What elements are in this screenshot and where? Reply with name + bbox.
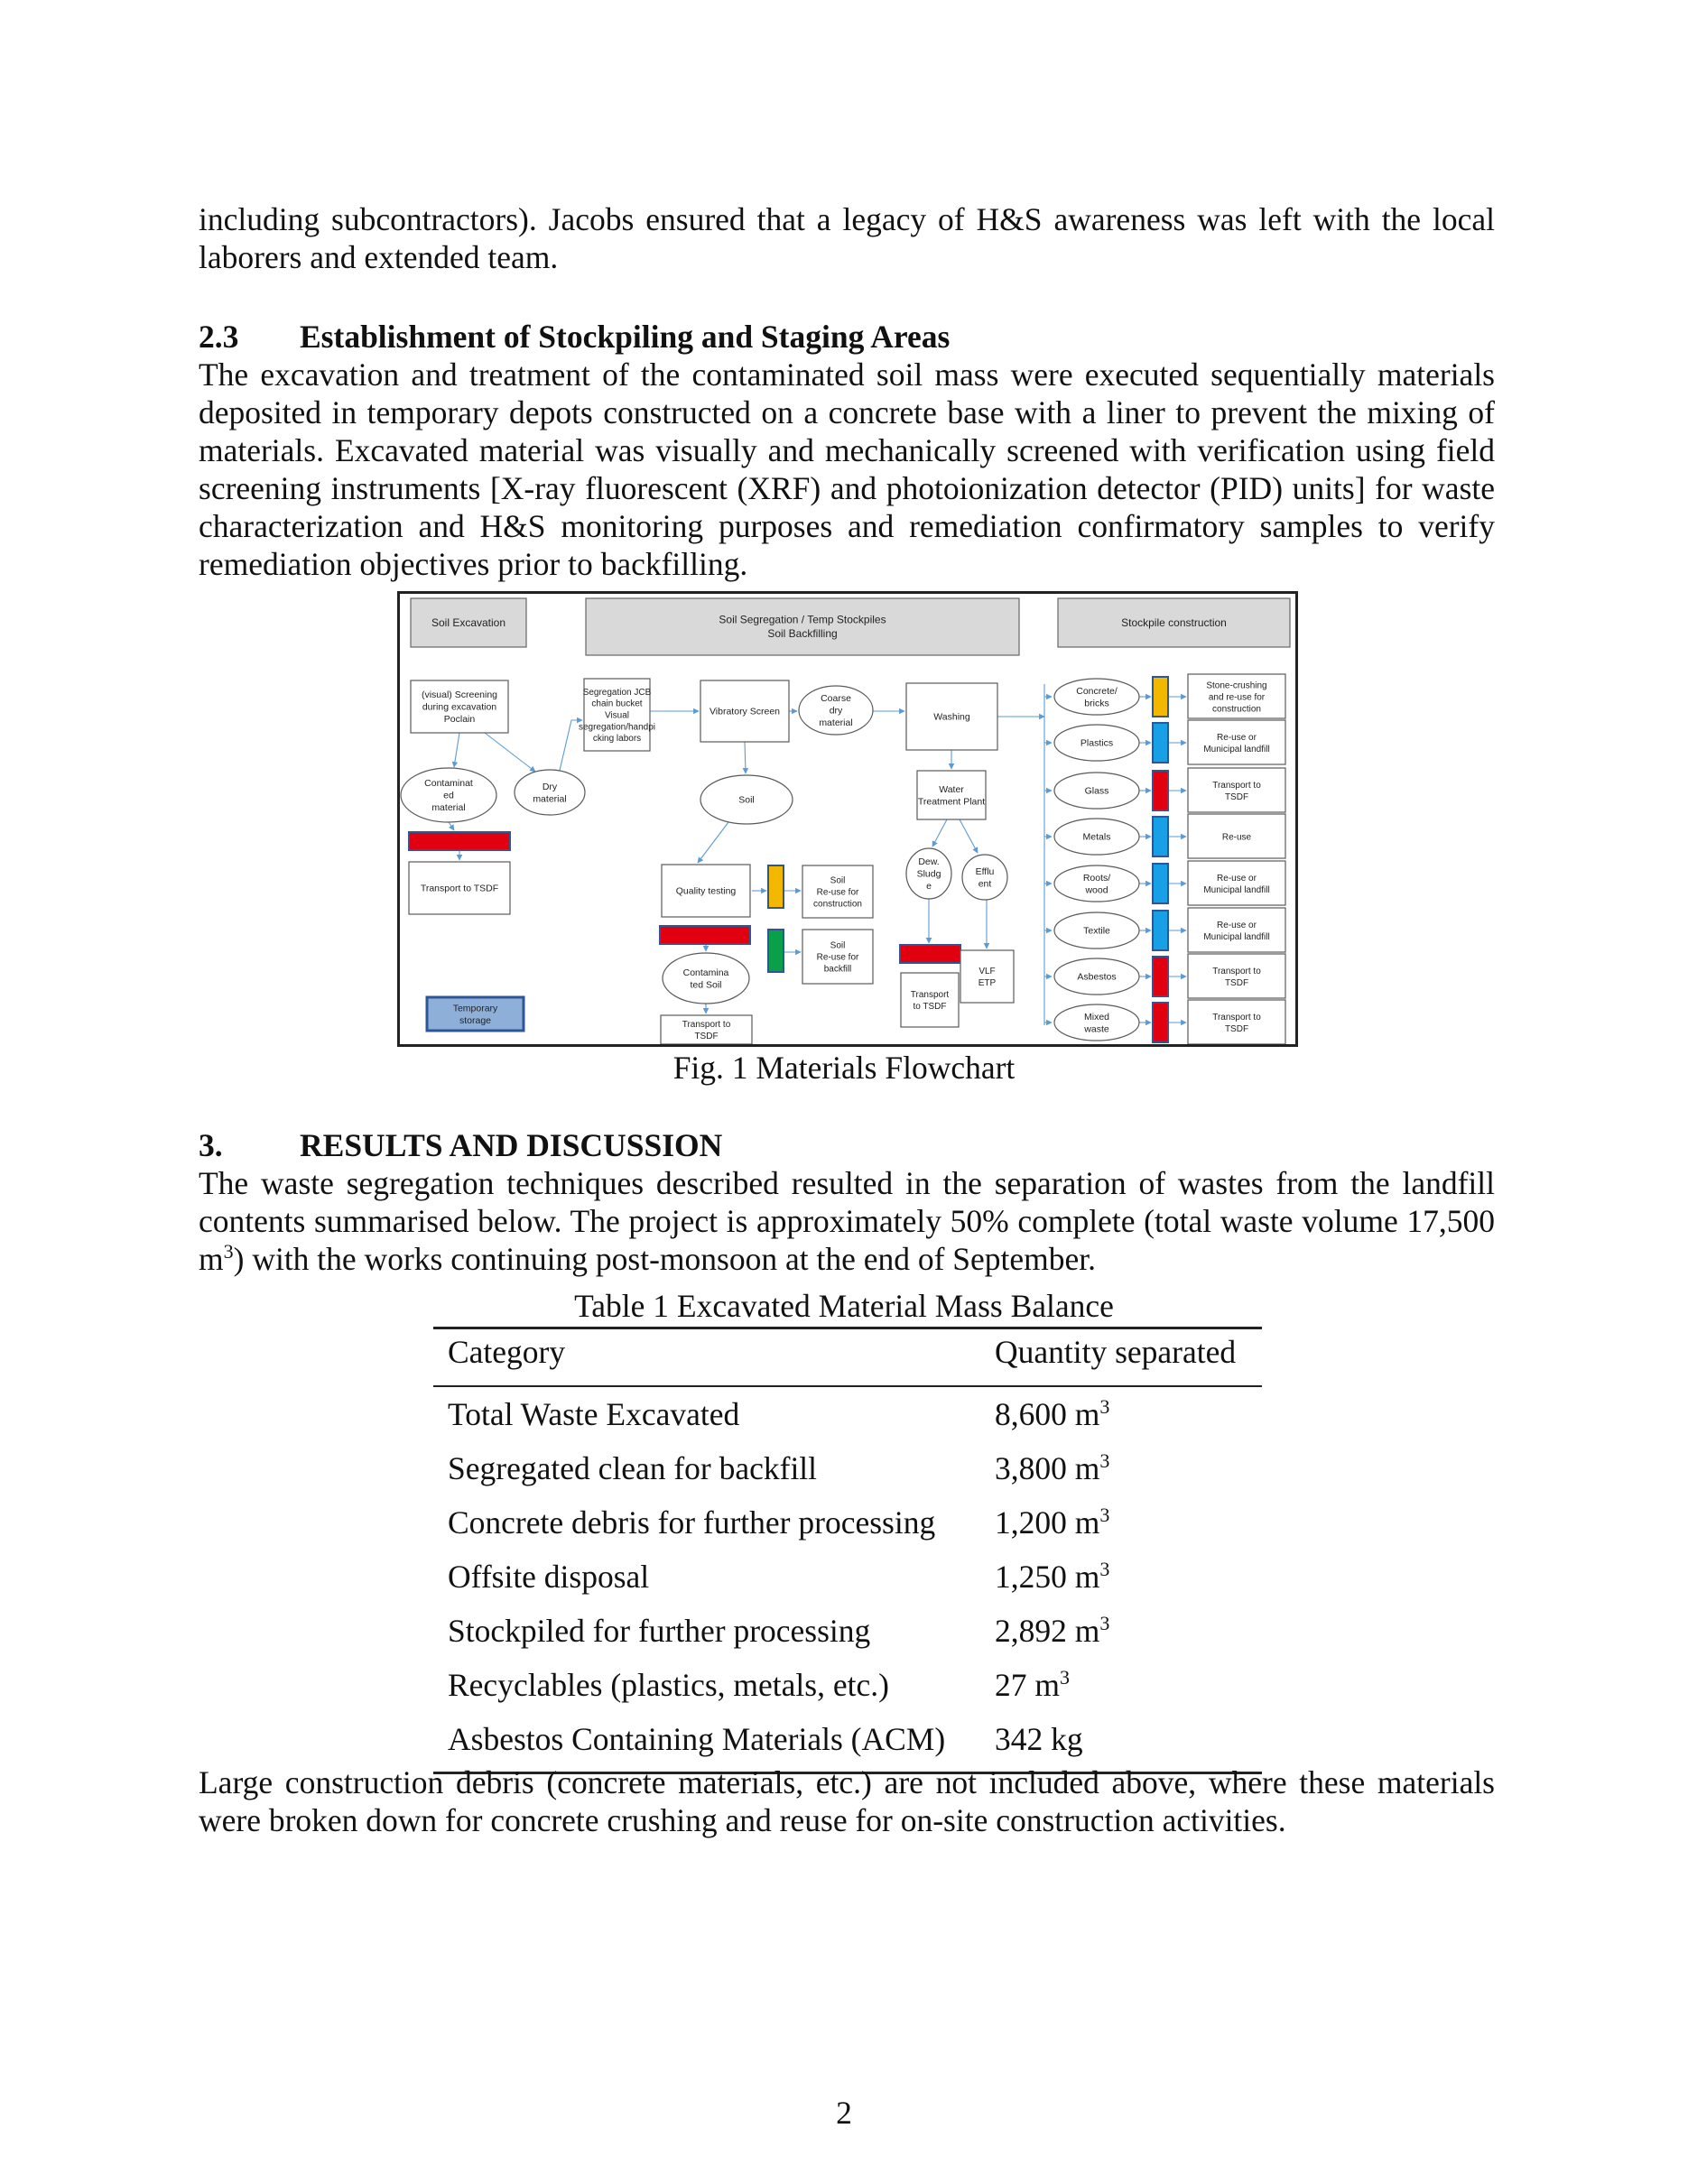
stockpile-outcome-label: Stone-crushing: [1206, 680, 1267, 691]
section-number: 2.3: [199, 319, 239, 355]
stockpile-color-bar: [1153, 723, 1168, 763]
header-soil-excavation-label: Soil Excavation: [431, 616, 506, 630]
figure-caption: Fig. 1 Materials Flowchart: [672, 1050, 1016, 1086]
node-segregation-jcb-label: cking labors: [592, 734, 642, 745]
stockpile-outcome-label: Transport to: [1212, 1013, 1261, 1023]
unit-superscript: 3: [1060, 1666, 1070, 1689]
stockpile-material-label: Plastics: [1080, 737, 1114, 749]
stockpile-color-bar: [1153, 817, 1168, 856]
node-effluent-label: Efflu: [975, 865, 995, 877]
stockpile-outcome-label: TSDF: [1224, 791, 1249, 802]
node-visual-screening-label: during excavation: [422, 701, 497, 713]
node-contaminated-soil-label: Contamina: [682, 967, 729, 978]
stockpile-outcome-label: Transport to: [1212, 967, 1261, 977]
node-visual-screening-label: (visual) Screening: [421, 689, 498, 701]
table-body: [433, 1386, 1262, 1773]
closing-paragraph: Large construction debris (concrete materials, etc.) are not included above, where these materials were broken down for concrete crushing and reuse for on-site construction activities.: [199, 1764, 1495, 1838]
node-coarse-dry-material-label: dry: [829, 705, 843, 717]
node-dry-material-label: Dry: [542, 781, 558, 792]
quantity-value: 1,200 m: [995, 1504, 1100, 1541]
section-3-body: [199, 1164, 1495, 1278]
node-segregation-jcb-label: Visual: [604, 710, 630, 721]
stockpile-material-label: wood: [1085, 884, 1108, 896]
flow-arrow: [745, 742, 746, 773]
quantity-cell: [980, 1604, 1262, 1658]
node-temporary-storage-label: Temporary: [452, 1003, 498, 1014]
section-2-3-heading: [199, 318, 950, 356]
stockpile-outcome-label: TSDF: [1224, 1023, 1249, 1034]
stockpile-material-label: Concrete/: [1076, 685, 1118, 697]
stockpile-color-bar: [1153, 771, 1168, 810]
node-soil-reuse-backfill-label: Re-use for: [816, 952, 859, 963]
quantity-value: 8,600 m: [995, 1396, 1100, 1432]
stockpile-material-7: [1054, 1004, 1139, 1041]
yellow-bar: [768, 865, 784, 908]
node-dewatered-sludge-label: Sludg: [916, 868, 941, 880]
stockpile-color-bar: [1153, 677, 1168, 717]
superscript: 3: [223, 1240, 234, 1263]
quantity-value: 1,250 m: [995, 1559, 1100, 1595]
quantity-value: 342 kg: [995, 1721, 1083, 1757]
node-segregation-jcb-label: chain bucket: [591, 699, 643, 709]
node-vlf-etp-label: ETP: [978, 977, 997, 988]
node-transport-tsdf-sludge-label: Transport: [910, 990, 950, 1001]
section-title: Establishment of Stockpiling and Staging Areas: [300, 319, 951, 355]
stockpile-material-4: [1054, 865, 1139, 902]
stockpile-outcome-label: and re-use for: [1208, 692, 1266, 703]
unit-superscript: 3: [1099, 1395, 1110, 1419]
table-header-row: [433, 1328, 1262, 1387]
stockpile-color-bar: [1153, 957, 1168, 996]
mass-balance-table: [433, 1327, 1262, 1774]
stockpile-outcome-label: Re-use: [1221, 832, 1252, 843]
category-cell: Recyclables (plastics, metals, etc.): [448, 1667, 889, 1703]
stockpile-material-label: Metals: [1082, 831, 1111, 843]
body-text: ) with the works continuing post-monsoon at the end of September.: [233, 1241, 1097, 1277]
node-dry-material-label: material: [533, 793, 567, 805]
flow-arrow: [960, 819, 978, 853]
node-transport-tsdf-sludge-label: to TSDF: [913, 1001, 947, 1012]
node-segregation-jcb-label: segregation/handpi: [578, 722, 656, 733]
quantity-value: 3,800 m: [995, 1450, 1100, 1486]
quantity-cell: [980, 1658, 1262, 1712]
column-header-category: Category: [433, 1328, 980, 1387]
flow-arrow: [932, 819, 947, 847]
flow-arrow: [454, 733, 459, 767]
stockpile-outcome-label: Re-use or: [1217, 921, 1257, 931]
stockpile-material-label: waste: [1084, 1023, 1109, 1035]
quantity-cell: [980, 1550, 1262, 1604]
red-waste-bar: [900, 945, 960, 963]
flowchart-svg: [400, 594, 1295, 1044]
node-vibratory-screen-label: Vibratory Screen: [709, 706, 781, 717]
node-temporary-storage-label: storage: [459, 1014, 492, 1026]
stockpile-material-0: [1054, 679, 1139, 715]
node-coarse-dry-material-label: Coarse: [821, 693, 851, 705]
node-effluent: [962, 855, 1007, 900]
node-transport-tsdf-mid-label: TSDF: [694, 1031, 719, 1041]
table-caption: Table 1 Excavated Material Mass Balance: [574, 1288, 1114, 1324]
stockpile-outcome-label: Municipal landfill: [1203, 884, 1270, 895]
body-text: The waste segregation techniques described resulted in the separation of wastes from the landfill contents summarised below. The project is approximately 50% complete (total waste volume 17,500 m: [199, 1165, 1495, 1277]
category-cell: Stockpiled for further processing: [448, 1613, 871, 1649]
header-soil-segregation-label: Soil Segregation / Temp Stockpiles: [719, 613, 886, 626]
flow-arrow: [485, 733, 535, 772]
red-waste-bar: [409, 832, 510, 850]
node-contaminated-material-label: material: [431, 802, 466, 814]
category-cell: Total Waste Excavated: [448, 1396, 740, 1432]
section-title: RESULTS AND DISCUSSION: [300, 1127, 723, 1163]
unit-superscript: 3: [1099, 1449, 1110, 1473]
section-3-heading: [199, 1126, 722, 1164]
node-washing-label: Washing: [933, 711, 970, 723]
category-cell: Asbestos Containing Materials (ACM): [433, 1712, 980, 1773]
node-soil-reuse-backfill-label: backfill: [823, 964, 852, 975]
node-soil-reuse-construction-label: Re-use for: [816, 887, 859, 898]
node-dry-material: [515, 770, 585, 815]
node-visual-screening-label: Poclain: [443, 714, 476, 726]
node-vlf-etp-label: VLF: [978, 967, 996, 977]
node-soil-reuse-construction-label: construction: [813, 899, 862, 910]
node-water-treatment-plant-label: Treatment Plant: [917, 796, 986, 808]
quantity-cell: [980, 1495, 1262, 1550]
green-bar: [768, 930, 784, 972]
section-2-3-body: The excavation and treatment of the contaminated soil mass were executed sequentially materials deposited in temporary depots constructed on a concrete base with a liner to prevent the mixing of materials. Excavated material was visually and mechanically screened with verification using field screening instruments [X-ray fluorescent (XRF) and photoionization detector (PID) units] for waste characterization and H&S monitoring purposes and remediation confirmatory samples to verify remediation objectives prior to backfilling.: [199, 356, 1495, 582]
stockpile-color-bar: [1153, 911, 1168, 950]
node-contaminated-material-label: ed: [443, 790, 454, 801]
quantity-value: 2,892 m: [995, 1613, 1100, 1649]
unit-superscript: 3: [1099, 1504, 1110, 1527]
stockpile-material-label: bricks: [1084, 698, 1109, 709]
stockpile-outcome-label: Re-use or: [1217, 874, 1257, 884]
materials-flowchart: [397, 591, 1298, 1047]
node-contaminated-soil: [663, 953, 749, 1004]
stockpile-color-bar: [1153, 1003, 1168, 1042]
node-quality-testing-label: Quality testing: [675, 885, 737, 897]
stockpile-color-bar: [1153, 864, 1168, 903]
stockpile-outcome-label: Municipal landfill: [1203, 931, 1270, 942]
stockpile-material-label: Glass: [1084, 785, 1109, 797]
category-cell: Concrete debris for further processing: [448, 1504, 936, 1541]
flowchart-nodes: [401, 598, 1290, 1044]
table-row: [433, 1658, 1262, 1712]
stockpile-material-label: Textile: [1083, 925, 1110, 937]
stockpile-material-label: Asbestos: [1077, 971, 1117, 983]
node-transport-tsdf-mid-label: Transport to: [682, 1020, 731, 1031]
node-contaminated-soil-label: ted Soil: [690, 979, 722, 991]
table-row: [433, 1441, 1262, 1495]
node-soil-reuse-backfill-label: Soil: [830, 940, 846, 951]
stockpile-outcome-label: Re-use or: [1217, 733, 1257, 744]
node-dewatered-sludge-label: Dew.: [918, 856, 940, 868]
quantity-cell: [980, 1441, 1262, 1495]
intro-paragraph: including subcontractors). Jacobs ensured that a legacy of H&S awareness was left with the local laborers and extended team.: [199, 201, 1495, 275]
unit-superscript: 3: [1099, 1558, 1110, 1581]
node-dewatered-sludge-label: e: [926, 881, 932, 893]
node-transport-tsdf-left-label: Transport to TSDF: [420, 883, 499, 894]
table-row: [433, 1550, 1262, 1604]
node-coarse-dry-material-label: material: [819, 717, 853, 729]
stockpile-material-label: Mixed: [1083, 1011, 1110, 1023]
node-effluent-label: ent: [978, 878, 992, 890]
category-cell: Segregated clean for backfill: [448, 1450, 818, 1486]
category-cell: Offsite disposal: [448, 1559, 650, 1595]
table-row: [433, 1604, 1262, 1658]
page-number: 2: [836, 2095, 852, 2131]
stockpile-outcome-label: TSDF: [1224, 977, 1249, 988]
stockpile-outcome-label: Transport to: [1212, 781, 1261, 791]
stockpile-outcome-label: Municipal landfill: [1203, 744, 1270, 754]
node-water-treatment-plant-label: Water: [939, 783, 964, 795]
header-soil-segregation-label: Soil Backfilling: [767, 626, 838, 640]
stockpile-outcome-label: construction: [1212, 704, 1261, 715]
section-number: 3.: [199, 1127, 223, 1163]
node-soil-reuse-construction-label: Soil: [830, 875, 846, 886]
unit-superscript: 3: [1099, 1612, 1110, 1635]
header-stockpile-construction-label: Stockpile construction: [1121, 616, 1227, 630]
red-waste-bar: [660, 926, 750, 944]
column-header-quantity: Quantity separated: [980, 1328, 1262, 1387]
node-segregation-jcb-label: Segregation JCB: [582, 687, 652, 698]
flow-arrow: [449, 822, 454, 830]
stockpile-material-label: Roots/: [1082, 872, 1111, 884]
node-water-treatment-plant: [917, 771, 986, 819]
node-soil-label: Soil: [738, 794, 755, 806]
quantity-cell: [980, 1386, 1262, 1441]
flow-arrow: [698, 822, 728, 863]
quantity-value: 27 m: [995, 1667, 1060, 1703]
table-row: [433, 1495, 1262, 1550]
node-contaminated-material-label: Contaminat: [424, 778, 473, 790]
table-row: [433, 1386, 1262, 1441]
